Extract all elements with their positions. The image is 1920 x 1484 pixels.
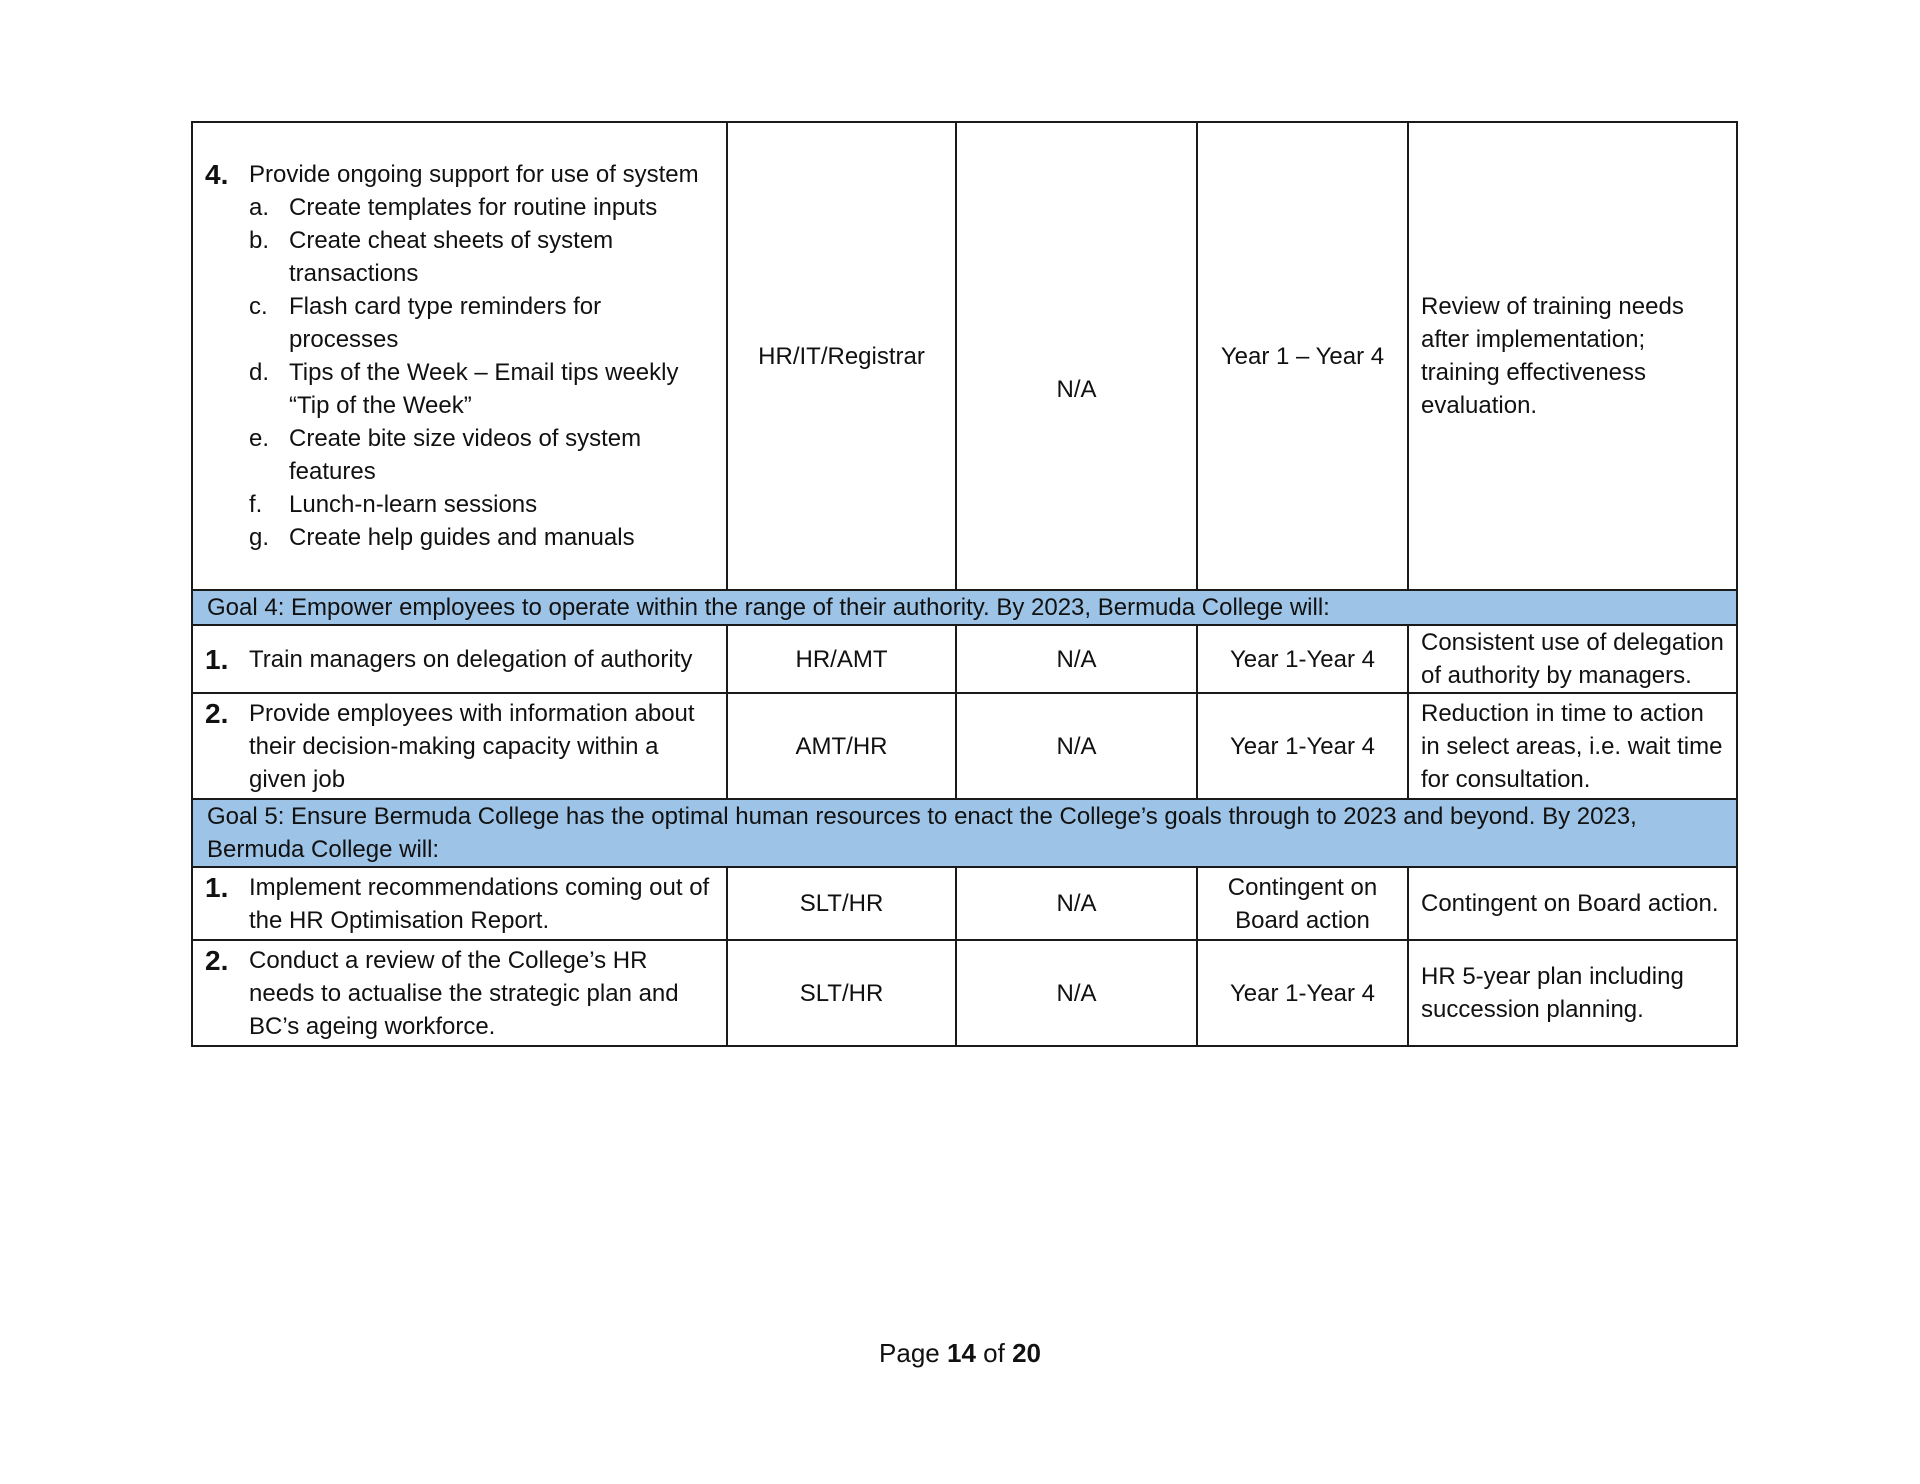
sub-item-letter: d.: [249, 359, 270, 386]
list-item: [249, 521, 714, 554]
action-number: 4.: [205, 159, 229, 190]
kpi-cell: Reduction in time to action in select areas, i.e. wait time for consultation.: [1408, 693, 1737, 799]
table-row: [192, 625, 1737, 693]
sub-item-text: Flash card type reminders for processes: [289, 293, 602, 353]
table-row: [192, 693, 1737, 799]
kpi-cell: Contingent on Board action.: [1408, 867, 1737, 940]
action-cell: [192, 693, 727, 799]
action-number: 1.: [205, 871, 229, 903]
sub-item-letter: e.: [249, 425, 270, 452]
sub-item-text: Create templates for routine inputs: [289, 194, 658, 221]
kpi-cell: HR 5-year plan including succession planning.: [1408, 940, 1737, 1046]
sub-item-text: Create bite size videos of system features: [289, 425, 642, 485]
responsible-cell: SLT/HR: [727, 940, 956, 1046]
goal-5-title: Goal 5: Ensure Bermuda College has the optimal human resources to enact the College’s goals through to 2023 and beyond. By 2023, Bermuda College will:: [192, 799, 1737, 867]
responsible-cell: AMT/HR: [727, 693, 956, 799]
action-text: Implement recommendations coming out of the HR Optimisation Report.: [249, 873, 710, 934]
action-cell: [192, 867, 727, 940]
table-row: [192, 940, 1737, 1046]
sub-item-list: [205, 191, 714, 554]
timeline-cell: Contingent on Board action: [1197, 867, 1408, 940]
list-item: [249, 422, 714, 488]
action-cell: [192, 940, 727, 1046]
strategic-plan-table: [191, 121, 1738, 1047]
sub-item-text: Tips of the Week – Email tips weekly “Tip of the Week”: [289, 359, 679, 419]
page-label: Page: [879, 1338, 940, 1368]
list-item: [249, 191, 714, 224]
list-item: [249, 488, 714, 521]
goal-header-row: [192, 799, 1737, 867]
action-number: 1.: [205, 643, 229, 675]
list-item: [249, 356, 714, 422]
page-footer: [0, 1338, 1920, 1369]
kpi-cell: Review of training needs after implementation; training effectiveness evaluation.: [1408, 122, 1737, 590]
sub-item-letter: g.: [249, 524, 270, 551]
goal-header-row: [192, 590, 1737, 625]
timeline-cell: Year 1-Year 4: [1197, 693, 1408, 799]
kpi-cell: Consistent use of delegation of authority by managers.: [1408, 625, 1737, 693]
page-of-label: of: [983, 1338, 1005, 1368]
cost-cell: N/A: [956, 940, 1197, 1046]
table-row: [192, 122, 1737, 590]
action-cell: [192, 625, 727, 693]
action-text: Provide ongoing support for use of system: [249, 161, 699, 188]
sub-item-text: Create help guides and manuals: [289, 524, 635, 551]
list-item: [249, 290, 714, 356]
cost-cell: N/A: [956, 625, 1197, 693]
timeline-cell: Year 1 – Year 4: [1197, 122, 1408, 590]
action-number: 2.: [205, 944, 229, 976]
sub-item-text: Lunch-n-learn sessions: [289, 491, 538, 518]
sub-item-letter: a.: [249, 194, 270, 221]
timeline-cell: Year 1-Year 4: [1197, 940, 1408, 1046]
cost-cell: N/A: [956, 693, 1197, 799]
responsible-cell: SLT/HR: [727, 867, 956, 940]
sub-item-letter: b.: [249, 227, 270, 254]
sub-item-text: Create cheat sheets of system transactions: [289, 227, 614, 287]
list-item: [249, 224, 714, 290]
responsible-cell: HR/IT/Registrar: [727, 122, 956, 590]
action-text: Conduct a review of the College’s HR needs to actualise the strategic plan and BC’s ageing workforce.: [249, 946, 679, 1040]
action-text: Provide employees with information about their decision-making capacity within a given job: [249, 699, 695, 793]
timeline-cell: Year 1-Year 4: [1197, 625, 1408, 693]
cost-cell: N/A: [956, 122, 1197, 590]
action-number: 2.: [205, 697, 229, 729]
goal-4-title: Goal 4: Empower employees to operate within the range of their authority. By 2023, Bermuda College will:: [192, 590, 1737, 625]
sub-item-letter: c.: [249, 293, 268, 320]
action-cell: [192, 122, 727, 590]
cost-cell: N/A: [956, 867, 1197, 940]
page-number: 14: [946, 1338, 976, 1368]
action-text: Train managers on delegation of authority: [249, 645, 693, 673]
table-row: [192, 867, 1737, 940]
page-total: 20: [1012, 1338, 1041, 1368]
responsible-cell: HR/AMT: [727, 625, 956, 693]
sub-item-letter: f.: [249, 491, 263, 518]
